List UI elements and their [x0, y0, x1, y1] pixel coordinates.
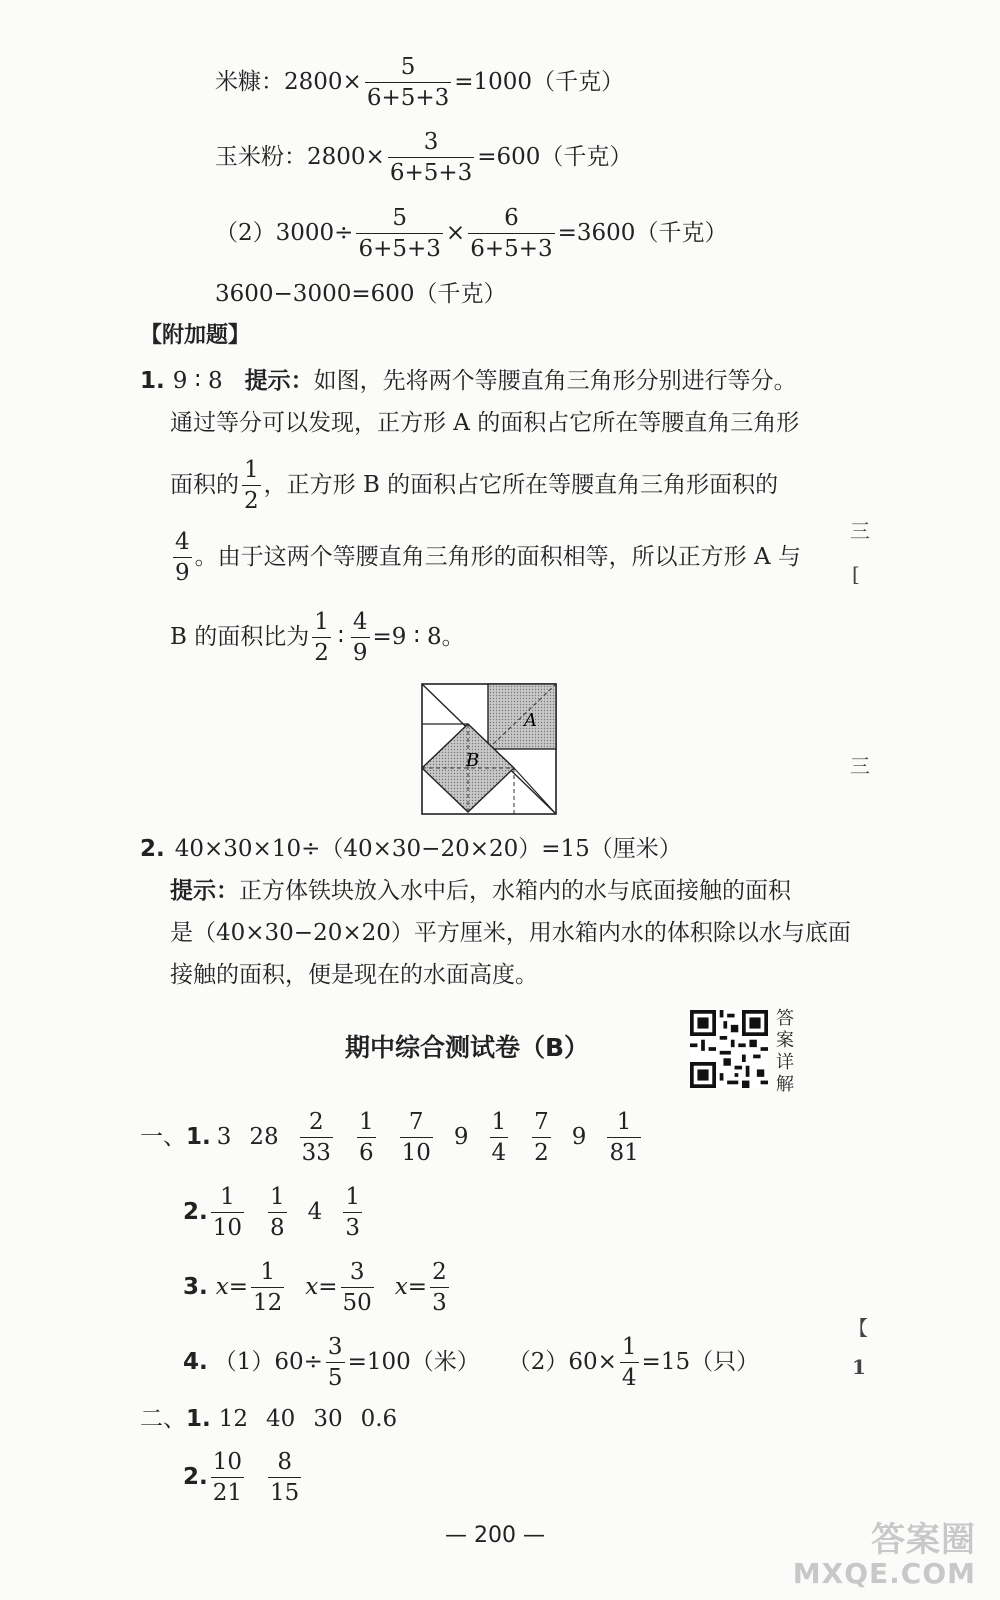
section-title: 期中综合测试卷（B） — [345, 1033, 590, 1062]
fraction: 4 9 — [175, 529, 190, 587]
edge-mark: 【 — [848, 1316, 868, 1340]
bonus-q2-hint-line1: 提示： 正方体铁块放入水中后，水箱内的水与底面接触的面积 — [170, 878, 791, 904]
fraction: 1 81 — [609, 1109, 639, 1167]
part1-q2: 2. 1 10 1 8 4 1 3 — [183, 1184, 360, 1242]
fraction: $\frac{1}{12}$ — [253, 1259, 283, 1317]
fraction: 7 2 — [534, 1109, 549, 1167]
part1-q3: 3. x= $\frac{1}{12}$ x= $\frac{3}{50}$ x= $\frac{2}{3}$ — [183, 1259, 447, 1317]
fraction: $\frac{5}{6+5+3}$ — [358, 205, 441, 263]
fraction: 1 10 — [212, 1184, 243, 1242]
fraction: $\frac{1}{4}$ — [621, 1334, 637, 1392]
edge-mark: 三 — [850, 519, 870, 543]
bonus-q1-line5: B 的面积比为 1 2 ∶ $\frac{4}{9}$ =9 ∶ 8。 — [170, 609, 465, 667]
calc-line-corn-flour: 玉米粉：2800× $\frac{3}{6+5+3}$ =600（千克） — [215, 129, 633, 187]
fraction: $\frac{3}{50}$ — [342, 1259, 372, 1317]
calc-line-rice-bran: 米糠：2800× $\frac{5}{6+5+3}$ =1000（千克） — [215, 54, 625, 112]
calc-line-part2: （2）3000÷ $\frac{5}{6+5+3}$ × $\frac{6}{6+5+3}$ =3600（千克） — [215, 205, 728, 263]
edge-mark: 三 — [850, 754, 870, 778]
squares-figure — [420, 682, 560, 817]
fraction: 1 8 — [270, 1184, 285, 1242]
fraction: $\frac{4}{9}$ — [352, 609, 368, 667]
watermark-logo: 答案圈 MXQE.COM — [792, 1519, 976, 1591]
bonus-q1-line4: 4 9 。由于这两个等腰直角三角形的面积相等，所以正方形 A 与 — [175, 529, 801, 587]
part1-q4: 4. （1）60÷ $\frac{3}{5}$ =100（米） （2）60× $\frac{1}{4}$ =15（只） — [183, 1334, 760, 1392]
bonus-q2-answer: 2. 40×30×10÷（40×30−20×20）=15（厘米） — [140, 836, 682, 862]
bonus-q1-line1: 1. 9 ∶ 8 提示： 如图，先将两个等腰直角三角形分别进行等分。 — [140, 368, 797, 394]
qr-label: 答案详解 — [776, 1008, 794, 1095]
edge-mark: [ — [852, 562, 860, 586]
bonus-q1-line2: 通过等分可以发现，正方形 A 的面积占它所在等腰直角三角形 — [170, 410, 800, 436]
fraction: 8 15 — [270, 1449, 300, 1507]
fraction: 10 21 — [212, 1449, 243, 1507]
fraction: 7 10 — [401, 1109, 431, 1167]
label-a: A — [524, 710, 537, 731]
bonus-q1-line3: 面积的 1 2 ，正方形 B 的面积占它所在等腰直角三角形面积的 — [170, 457, 779, 515]
fraction: 2 33 — [301, 1109, 331, 1167]
fraction: $\frac{3}{5}$ — [327, 1334, 343, 1392]
fraction: $\frac{6}{6+5+3}$ — [470, 205, 553, 263]
fraction: $\frac{3}{6+5+3}$ — [389, 129, 473, 187]
fraction: $\frac{2}{3}$ — [432, 1259, 447, 1317]
label-b: B — [466, 750, 480, 771]
fraction: 1 3 — [345, 1184, 360, 1242]
fraction: 1 6 — [358, 1109, 374, 1167]
calc-line-difference: 3600−3000=600（千克） — [215, 281, 507, 307]
qr-code-icon[interactable] — [690, 1010, 768, 1088]
bonus-heading: 【附加题】 — [140, 323, 251, 348]
part1-q1: 一、 1. 3 28 2 33 1 6 7 10 9 1 4 7 2 9 1 81 — [140, 1109, 639, 1167]
fraction: 1 2 — [314, 609, 329, 667]
part2-q2: 2. 10 21 8 15 — [183, 1449, 300, 1507]
bonus-q2-hint-line3: 接触的面积，便是现在的水面高度。 — [170, 962, 538, 988]
edge-mark: 1 — [852, 1355, 866, 1379]
fraction: 1 2 — [244, 457, 259, 515]
fraction: $\frac{5}{6+5+3}$ — [366, 54, 450, 112]
page-number: — 200 — — [445, 1523, 545, 1548]
fraction: 1 4 — [491, 1109, 507, 1167]
bonus-q2-hint-line2: 是（40×30−20×20）平方厘米，用水箱内水的体积除以水与底面 — [170, 920, 851, 946]
part2-q1: 二、 1. 12 40 30 0.6 — [140, 1406, 398, 1432]
